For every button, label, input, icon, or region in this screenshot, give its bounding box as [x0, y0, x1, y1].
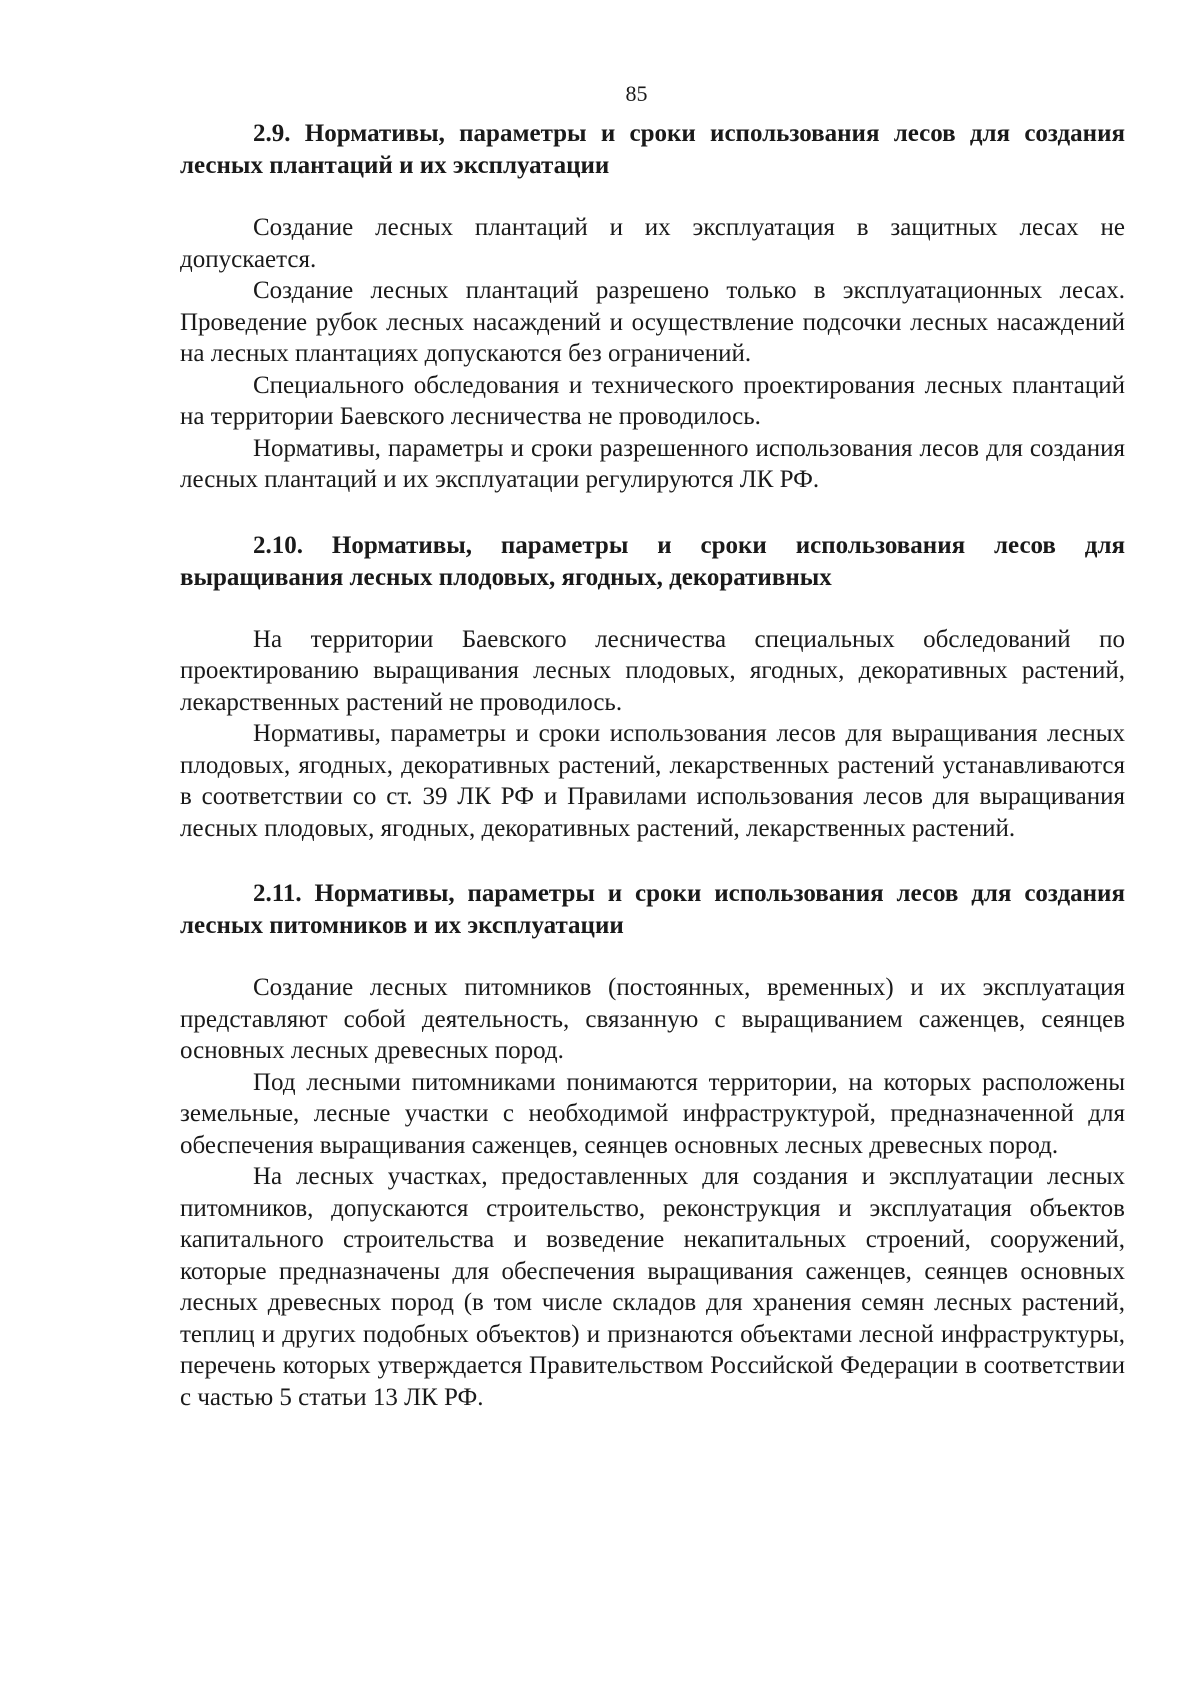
section-heading: 2.11. Нормативы, параметры и сроки использования лесов для создания лесных питомников и их эксплуатации — [180, 880, 1125, 939]
section-2-10 — [180, 530, 1125, 845]
paragraph: Создание лесных плантаций и их эксплуатация в защитных лесах не допускается. — [180, 214, 1125, 273]
section-heading: 2.10. Нормативы, параметры и сроки использования лесов для выращивания лесных плодовых, ягодных, декоративных — [180, 531, 1125, 591]
paragraph: На лесных участках, предоставленных для создания и эксплуатации лесных питомников, допускаются строительство, реконструкция и эксплуатация объектов капитального строительства и возведение некапитальных строений, сооружений, которые предназначены для обеспечения выращивания саженцев, сеянцев основных лесных древесных пород (в том числе складов для хранения семян лесных растений, теплиц и других подобных объектов) и признаются объектами лесной инфраструктуры, перечень которых утверждается Правительством Российской Федерации в соответствии с частью 5 статьи 13 ЛК РФ. — [180, 1163, 1125, 1411]
section-2-11 — [180, 878, 1125, 1413]
section-heading: 2.9. Нормативы, параметры и сроки использования лесов для создания лесных плантаций и их эксплуатации — [180, 120, 1125, 179]
paragraph: Под лесными питомниками понимаются территории, на которых расположены земельные, лесные участки с необходимой инфраструктурой, предназначенной для обеспечения выращивания саженцев, сеянцев основных лесных древесных пород. — [180, 1068, 1125, 1159]
paragraph: На территории Баевского лесничества специальных обследований по проектированию выращивания лесных плодовых, ягодных, декоративных растений, лекарственных растений не проводилось. — [180, 625, 1125, 716]
paragraph: Специального обследования и технического проектирования лесных плантаций на территории Баевского лесничества не проводилось. — [180, 371, 1125, 430]
section-2-9 — [180, 118, 1125, 496]
paragraph: Нормативы, параметры и сроки использования лесов для выращивания лесных плодовых, ягодных, декоративных растений, лекарственных растений устанавливаются в соответствии со ст. 39 ЛК РФ и Правилами использования лесов для выращивания лесных плодовых, ягодных, декоративных растений, лекарственных растений. — [180, 720, 1125, 842]
paragraph: Нормативы, параметры и сроки разрешенного использования лесов для создания лесных плантаций и их эксплуатации регулируются ЛК РФ. — [180, 434, 1125, 493]
page-content — [180, 118, 1125, 1413]
paragraph: Создание лесных плантаций разрешено только в эксплуатационных лесах. Проведение рубок лесных насаждений и осуществление подсочки лесных насаждений на лесных плантациях допускаются без ограничений. — [180, 277, 1125, 367]
paragraph: Создание лесных питомников (постоянных, временных) и их эксплуатация представляют собой деятельность, связанную с выращиванием саженцев, сеянцев основных лесных древесных пород. — [180, 974, 1125, 1064]
page-number: 85 — [625, 81, 648, 106]
